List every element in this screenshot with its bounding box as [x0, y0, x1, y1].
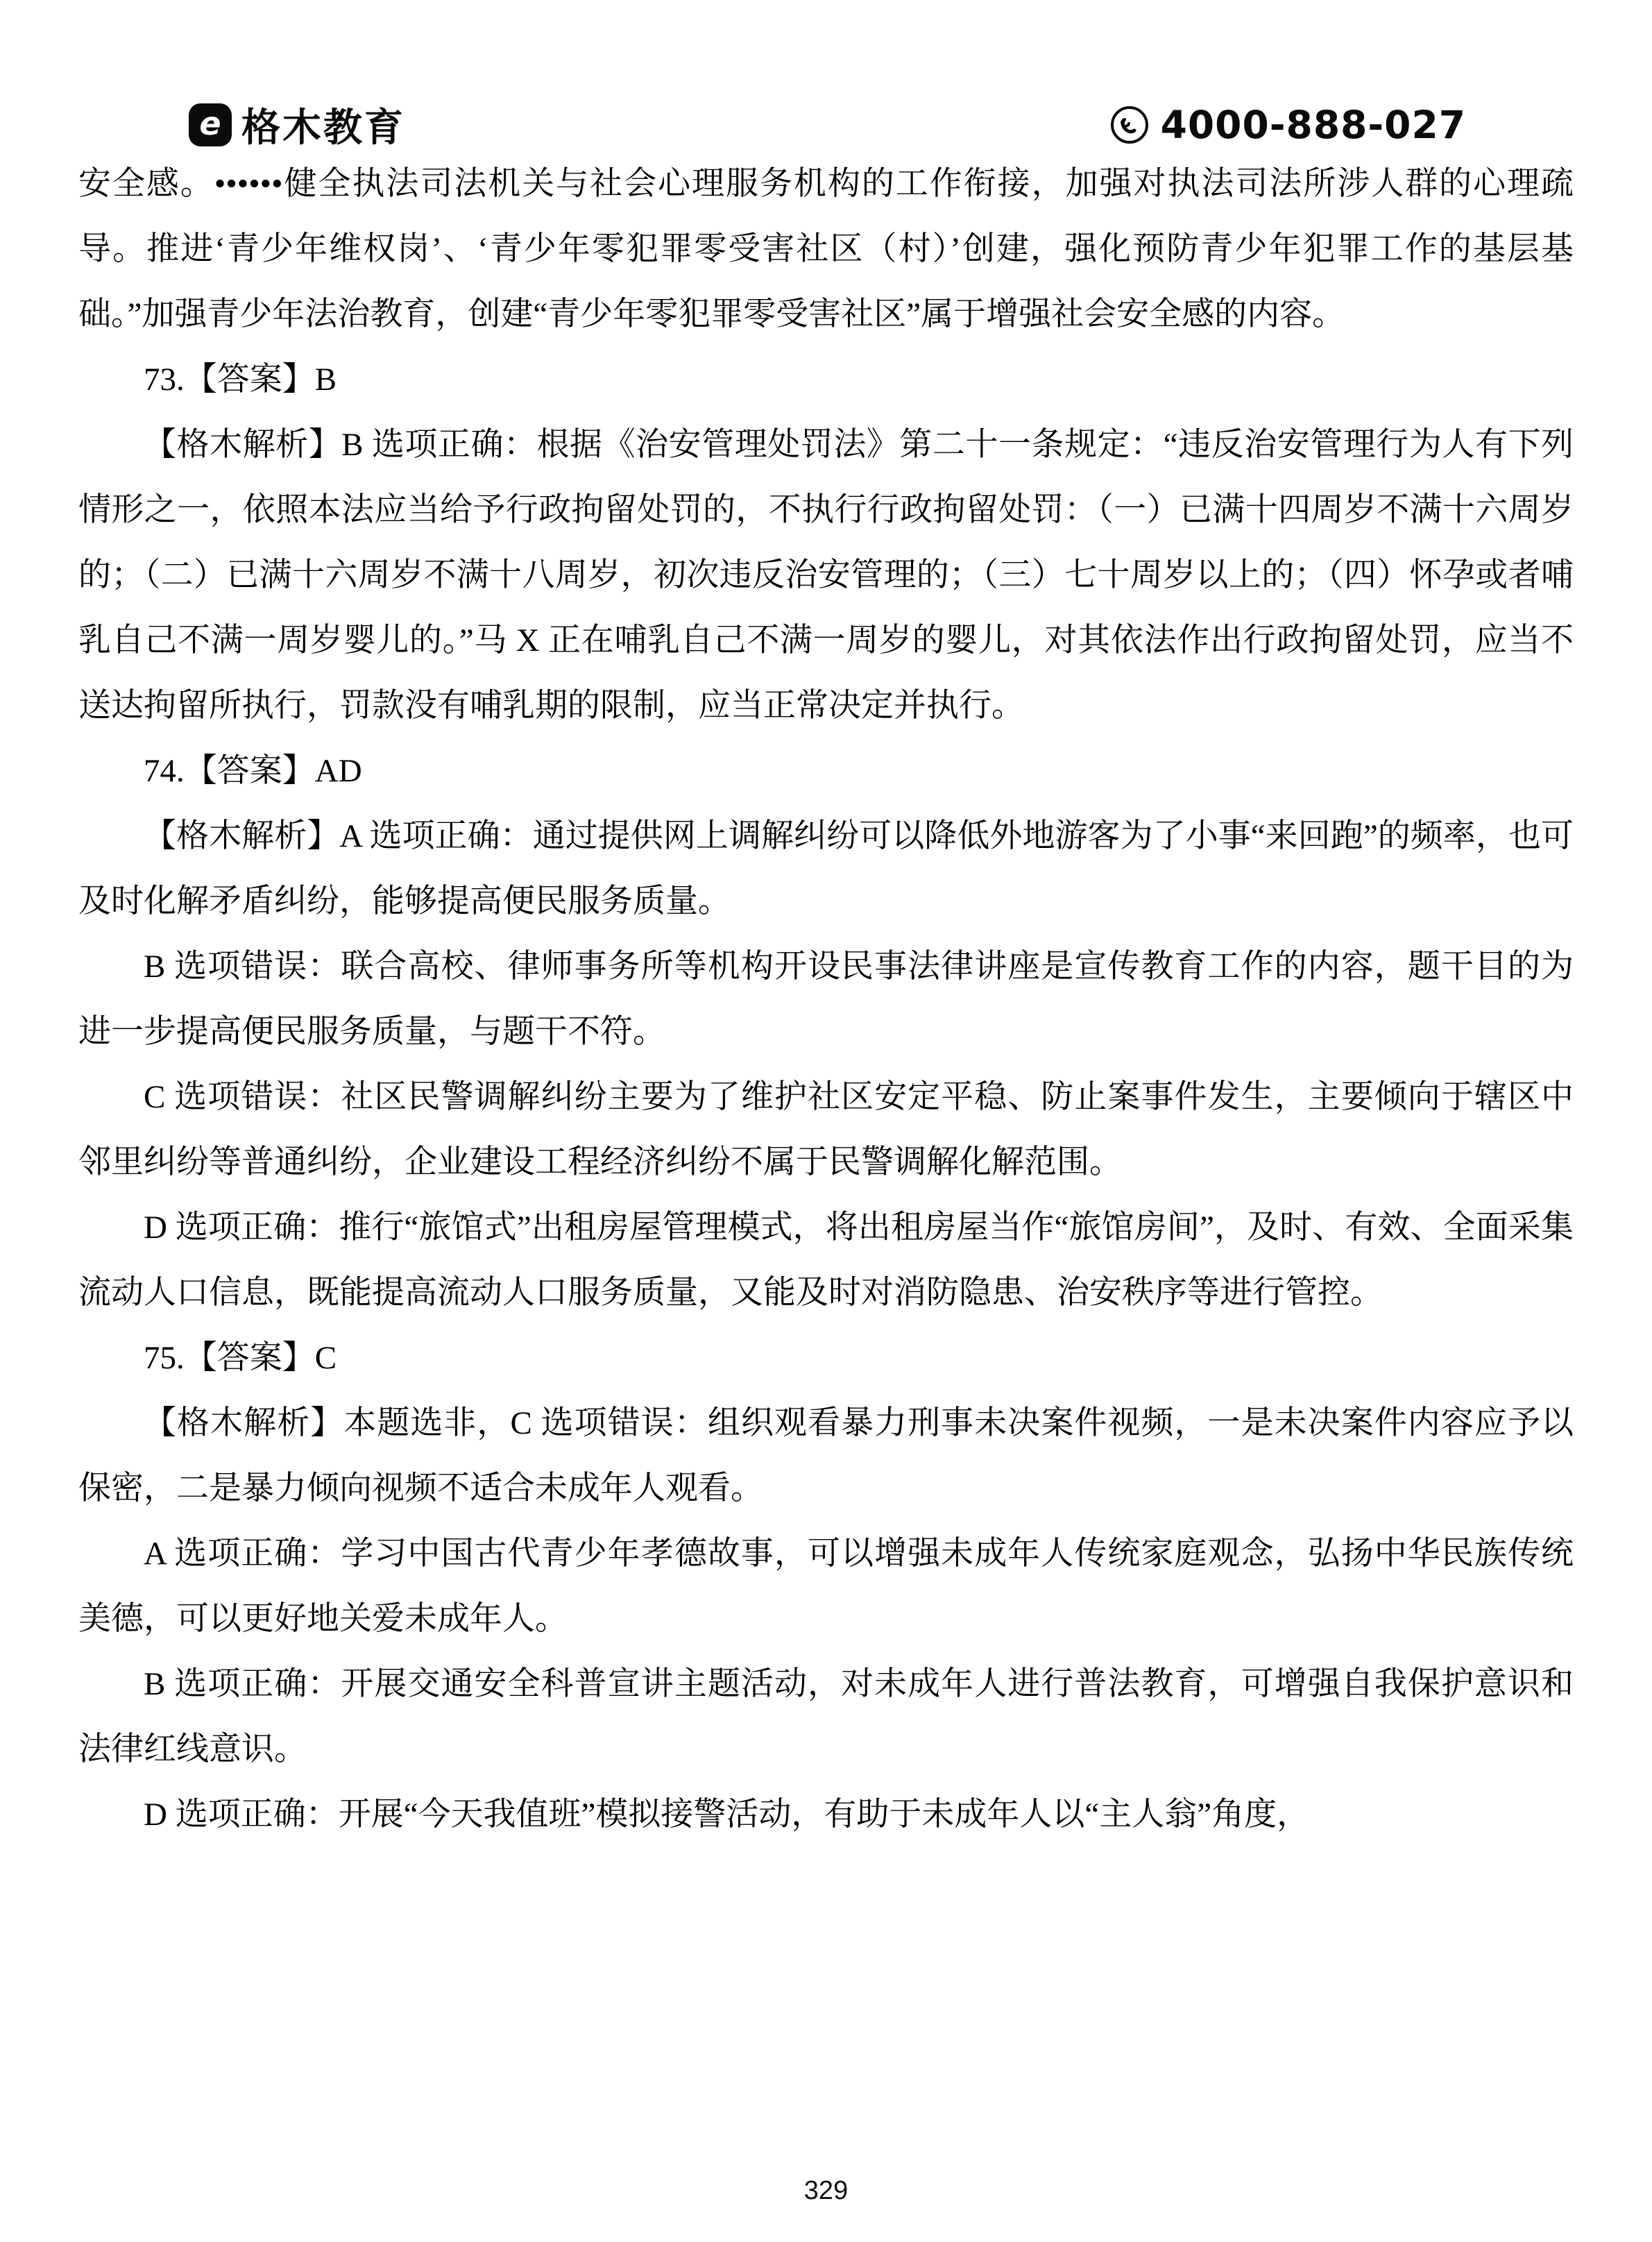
paragraph: 75.【答案】C — [144, 1340, 337, 1376]
hotline — [1109, 103, 1466, 147]
paragraph: 安全感。••••••健全执法司法机关与社会心理服务机构的工作衔接，加强对执法司法所涉人群的心理疏导。推进‘青少年维权岗’、‘青少年零犯罪零受害社区（村）’创建，强化预防青少年犯罪工作的基层基础。”加强青少年法治教育，创建“青少年零犯罪零受害社区”属于增强社会安全感的内容。 — [78, 166, 1574, 332]
paragraph: 【格木解析】B 选项正确：根据《治安管理处罚法》第二十一条规定：“违反治安管理行为人有下列情形之一，依照本法应当给予行政拘留处罚的，不执行行政拘留处罚：（一）已满十四周岁不满十六周岁的；（二）已满十六周岁不满十八周岁，初次违反治安管理的；（三）七十周岁以上的；（四）怀孕或者哺乳自己不满一周岁婴儿的。”马 X 正在哺乳自己不满一周岁的婴儿，对其依法作出行政拘留处罚，应当不送达拘留所执行，罚款没有哺乳期的限制，应当正常决定并执行。 — [78, 427, 1574, 724]
paragraph: 74.【答案】AD — [144, 753, 362, 789]
paragraph: A 选项正确：学习中国古代青少年孝德故事，可以增强未成年人传统家庭观念，弘扬中华民族传统美德，可以更好地关爱未成年人。 — [78, 1536, 1574, 1637]
paragraph: 【格木解析】A 选项正确：通过提供网上调解纠纷可以降低外地游客为了小事“来回跑”的频率，也可及时化解矛盾纠纷，能够提高便民服务质量。 — [78, 818, 1574, 919]
stylized-e-glyph: e — [199, 105, 221, 142]
brand-logo — [189, 97, 405, 153]
paragraph: 73.【答案】B — [144, 362, 337, 398]
paragraph: C 选项错误：社区民警调解纠纷主要为了维护社区安定平稳、防止案事件发生，主要倾向于辖区中邻里纠纷等普通纠纷，企业建设工程经济纠纷不属于民警调解化解范围。 — [78, 1079, 1574, 1180]
paragraph: D 选项正确：推行“旅馆式”出租房屋管理模式，将出租房屋当作“旅馆房间”，及时、有效、全面采集流动人口信息，既能提高流动人口服务质量，又能及时对消防隐患、治安秩序等进行管控。 — [78, 1209, 1574, 1311]
page-number: 329 — [803, 2176, 849, 2205]
paragraph: B 选项错误：联合高校、律师事务所等机构开设民事法律讲座是宣传教育工作的内容，题干目的为进一步提高便民服务质量，与题干不符。 — [78, 949, 1574, 1050]
phone-icon — [1109, 105, 1150, 145]
hotline-number: 4000-888-027 — [1160, 103, 1466, 147]
answer-explanations — [78, 151, 1574, 1847]
paragraph: D 选项正确：开展“今天我值班”模拟接警活动，有助于未成年人以“主人翁”角度， — [144, 1797, 1310, 1833]
brand-logo-icon — [189, 103, 232, 146]
paragraph: 【格木解析】本题选非，C 选项错误：组织观看暴力刑事未决案件视频，一是未决案件内容应予以保密，二是暴力倾向视频不适合未成年人观看。 — [78, 1405, 1574, 1506]
paragraph: B 选项正确：开展交通安全科普宣讲主题活动，对未成年人进行普法教育，可增强自我保护意识和法律红线意识。 — [78, 1666, 1574, 1767]
brand-name: 格木教育 — [241, 105, 405, 149]
page-header — [189, 97, 1466, 153]
